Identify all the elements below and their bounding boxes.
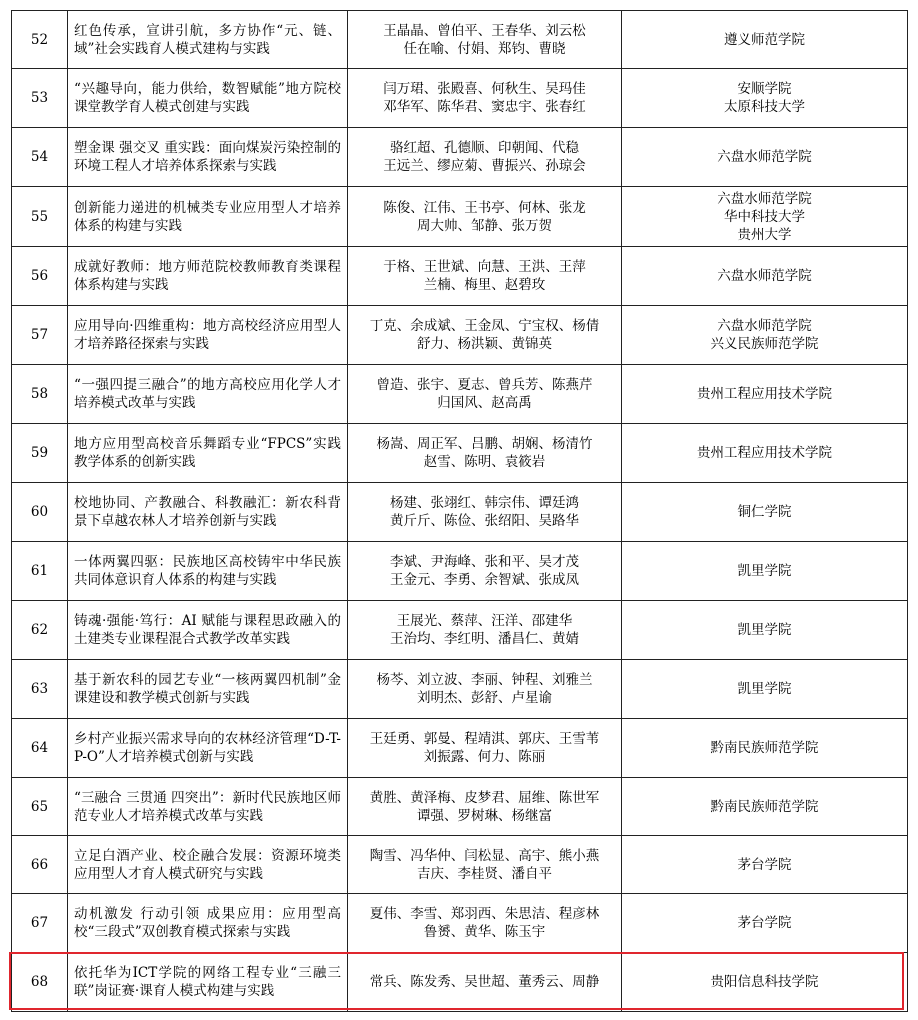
project-title: 立足白酒产业、校企融合发展：资源环境类应用型人才育人模式研究与实践 [68,836,348,894]
project-title: 动机激发 行动引领 成果应用：应用型高校“三段式”双创教育模式探索与实践 [68,894,348,953]
author-line: 王展光、蔡萍、汪洋、邵建华 [396,613,573,629]
table-row [12,11,908,69]
table-row [12,953,908,1012]
row-number: 66 [12,836,68,894]
authors-cell [348,365,622,424]
authors-cell [348,719,622,778]
table-row [12,483,908,542]
institution-line: 遵义师范学院 [724,31,805,48]
row-number: 67 [12,894,68,953]
institutions-cell [622,542,908,601]
institution-line: 六盘水师范学院 [717,149,812,165]
institutions-cell [622,424,908,483]
table-row [12,306,908,365]
author-line: 丁克、余成斌、王金凤、宁宝权、杨倩 [369,318,600,334]
institution-line: 贵阳信息科技学院 [710,974,819,990]
table-row [12,778,908,836]
author-line: 谭强、罗树琳、杨继富 [417,807,552,824]
table-row [12,69,908,128]
table-row [12,247,908,306]
authors-cell [348,953,622,1012]
row-number: 63 [12,660,68,719]
row-number: 62 [12,601,68,660]
institution-line: 华中科技大学 [724,208,805,225]
institution-line: 茅台学院 [737,915,792,931]
institution-line: 凯里学院 [737,563,792,579]
institutions-cell [622,247,908,306]
author-line: 杨建、张翊红、韩宗伟、谭廷鸿 [390,495,579,511]
row-number: 56 [12,247,68,306]
row-number: 58 [12,365,68,424]
authors-cell [348,128,622,187]
author-line: 于格、王世斌、向慧、王洪、王萍 [383,259,586,275]
table-row [12,660,908,719]
author-line: 兰楠、梅里、赵碧玫 [423,277,546,293]
institution-line: 安顺学院 [737,81,792,97]
row-number: 65 [12,778,68,836]
project-title: 依托华为ICT学院的网络工程专业“三融三联”岗证赛·课育人模式构建与实践 [68,953,348,1012]
authors-cell [348,660,622,719]
institutions-cell [622,601,908,660]
authors-cell [348,778,622,836]
table-row [12,187,908,247]
author-line: 刘振露、何力、陈丽 [423,749,546,765]
author-line: 骆红超、孔德顺、印朝闻、代稳 [390,140,579,156]
row-number: 59 [12,424,68,483]
project-title: 一体两翼四驱：民族地区高校铸牢中华民族共同体意识育人体系的构建与实践 [68,542,348,601]
row-number: 55 [12,187,68,247]
author-line: 吉庆、李桂贤、潘自平 [417,865,552,882]
institution-line: 兴义民族师范学院 [710,336,819,352]
authors-cell [348,601,622,660]
project-title: 塑金课 强交叉 重实践：面向煤炭污染控制的环境工程人才培养体系探索与实践 [68,128,348,187]
author-line: 夏伟、李雪、郑羽西、朱思洁、程彦林 [369,906,600,922]
institutions-cell [622,660,908,719]
institutions-cell [622,836,908,894]
table-row [12,894,908,953]
institution-line: 铜仁学院 [737,504,792,520]
institutions-cell [622,306,908,365]
author-line: 王远兰、缪应菊、曹振兴、孙琼会 [383,158,586,174]
authors-cell [348,836,622,894]
author-line: 王治均、李红明、潘昌仁、黄婧 [390,631,579,647]
project-title: “兴趣导向，能力供给，数智赋能”地方院校课堂教学育人模式创建与实践 [68,69,348,128]
institution-line: 黔南民族师范学院 [710,798,819,815]
row-number: 68 [12,953,68,1012]
author-line: 任在喻、付娟、郑钧、曹晓 [403,40,566,57]
author-line: 王金元、李勇、余智斌、张成凤 [390,572,579,588]
author-line: 归国风、赵高禹 [437,395,532,411]
author-line: 常兵、陈发秀、吴世超、董秀云、周静 [369,974,600,990]
author-line: 邓华军、陈华君、窦忠宇、张春红 [383,99,586,115]
authors-cell [348,542,622,601]
row-number: 60 [12,483,68,542]
table-row [12,424,908,483]
author-line: 舒力、杨洪颖、黄锦英 [417,336,552,352]
row-number: 64 [12,719,68,778]
project-title: “三融合 三贯通 四突出”：新时代民族地区师范专业人才培养模式改革与实践 [68,778,348,836]
author-line: 鲁赟、黄华、陈玉宇 [423,924,546,940]
table-row [12,542,908,601]
row-number: 54 [12,128,68,187]
institutions-cell [622,128,908,187]
author-line: 陈俊、江伟、王书亭、何林、张龙 [383,199,586,216]
author-line: 王廷勇、郭曼、程靖淇、郭庆、王雪苇 [369,731,600,747]
row-number: 61 [12,542,68,601]
table-row [12,128,908,187]
institutions-cell [622,719,908,778]
authors-cell [348,187,622,247]
author-line: 曾造、张宇、夏志、曾兵芳、陈燕芹 [376,377,593,393]
author-line: 赵雪、陈明、袁筱岩 [423,454,546,470]
author-line: 周大帅、邹静、张万贺 [417,217,552,234]
institution-line: 六盘水师范学院 [717,268,812,284]
institution-line: 茅台学院 [737,856,792,873]
table-row [12,365,908,424]
institutions-cell [622,11,908,69]
project-title: 应用导向·四维重构：地方高校经济应用型人才培养路径探索与实践 [68,306,348,365]
author-line: 黄胜、黄泽梅、皮梦君、屈维、陈世军 [369,789,600,806]
project-title: “一强四提三融合”的地方高校应用化学人才培养模式改革与实践 [68,365,348,424]
author-line: 王晶晶、曾伯平、王春华、刘云松 [383,22,586,39]
institutions-cell [622,953,908,1012]
institutions-cell [622,483,908,542]
project-title: 乡村产业振兴需求导向的农林经济管理“D-T-P-O”人才培养模式创新与实践 [68,719,348,778]
author-line: 黄斤斤、陈俭、张绍阳、吴路华 [390,513,579,529]
table-body [12,11,908,1012]
authors-cell [348,894,622,953]
row-number: 53 [12,69,68,128]
institution-line: 凯里学院 [737,681,792,697]
authors-cell [348,306,622,365]
table-row [12,719,908,778]
institutions-cell [622,778,908,836]
project-title: 地方应用型高校音乐舞蹈专业“FPCS”实践教学体系的创新实践 [68,424,348,483]
institution-line: 六盘水师范学院 [717,190,812,207]
table-row [12,601,908,660]
author-line: 陶雪、冯华仲、闫松显、高宇、熊小燕 [369,847,600,864]
authors-cell [348,11,622,69]
awards-table [11,10,908,1012]
institution-line: 六盘水师范学院 [717,318,812,334]
row-number: 52 [12,11,68,69]
authors-cell [348,424,622,483]
institution-line: 凯里学院 [737,622,792,638]
project-title: 创新能力递进的机械类专业应用型人才培养体系的构建与实践 [68,187,348,247]
institution-line: 贵州工程应用技术学院 [697,445,832,461]
author-line: 李斌、尹海峰、张和平、吴才茂 [390,554,579,570]
institution-line: 贵州大学 [737,226,792,243]
author-line: 闫万珺、张殿喜、何秋生、吴玛佳 [383,81,586,97]
project-title: 基于新农科的园艺专业“一核两翼四机制”金课建设和教学模式创新与实践 [68,660,348,719]
project-title: 成就好教师：地方师范院校教师教育类课程体系构建与实践 [68,247,348,306]
author-line: 杨芩、刘立波、李丽、钟程、刘雅兰 [376,672,593,688]
project-title: 铸魂·强能·笃行：AI 赋能与课程思政融入的土建类专业课程混合式教学改革实践 [68,601,348,660]
institutions-cell [622,894,908,953]
institution-line: 贵州工程应用技术学院 [697,386,832,402]
row-number: 57 [12,306,68,365]
institutions-cell [622,187,908,247]
project-title: 校地协同、产教融合、科教融汇：新农科背景下卓越农林人才培养创新与实践 [68,483,348,542]
institutions-cell [622,365,908,424]
table-row [12,836,908,894]
authors-cell [348,247,622,306]
author-line: 刘明杰、彭舒、卢星谕 [417,690,552,706]
project-title: 红色传承，宣讲引航，多方协作“元、链、域”社会实践育人模式建构与实践 [68,11,348,69]
author-line: 杨嵩、周正军、吕鹏、胡娴、杨清竹 [376,436,593,452]
institution-line: 太原科技大学 [724,99,805,115]
institutions-cell [622,69,908,128]
authors-cell [348,483,622,542]
authors-cell [348,69,622,128]
institution-line: 黔南民族师范学院 [710,740,819,756]
